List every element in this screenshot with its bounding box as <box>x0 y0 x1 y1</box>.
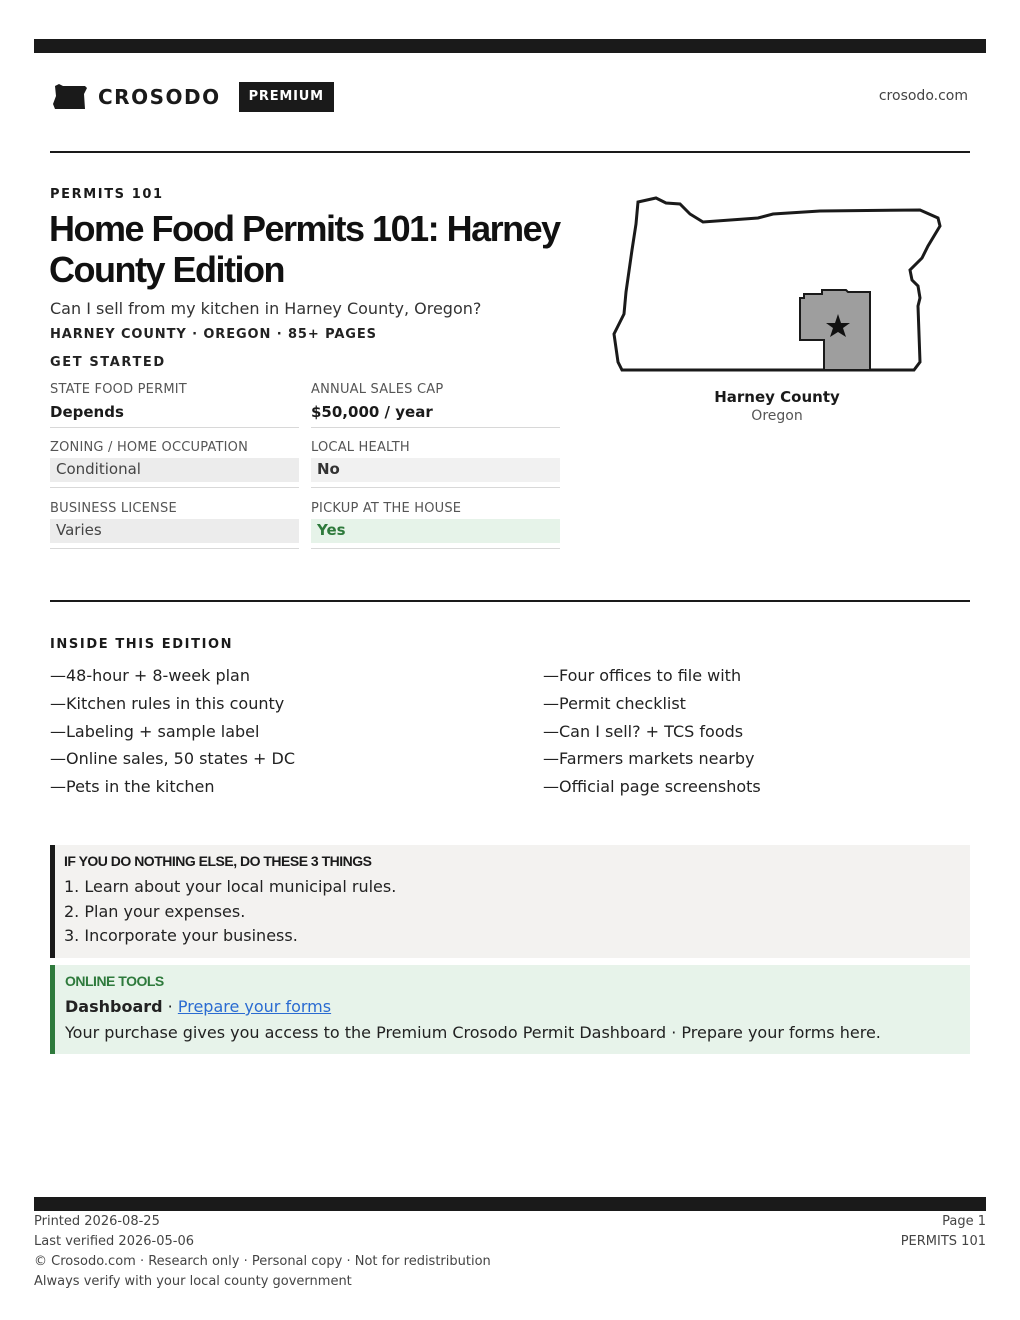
brand-name: CROSODO <box>98 85 221 109</box>
inside-edition-heading: INSIDE THIS EDITION <box>50 637 234 652</box>
field-zoning <box>50 440 299 488</box>
oregon-county-map <box>608 194 948 378</box>
list-item: —Can I sell? + TCS foods <box>543 721 744 741</box>
tools-heading: ONLINE TOOLS <box>65 973 164 989</box>
list-item: —48-hour + 8-week plan <box>50 666 250 685</box>
field-value: Conditional <box>50 458 299 482</box>
inside-list-left <box>50 662 295 801</box>
field-value: Yes <box>311 519 560 543</box>
field-local-health <box>311 440 560 488</box>
field-value: $50,000 / year <box>311 400 560 428</box>
inside-list-right <box>543 662 761 801</box>
map-caption <box>677 388 877 424</box>
field-business-license <box>50 501 299 549</box>
premium-badge: PREMIUM <box>239 82 334 112</box>
brand <box>52 80 334 114</box>
tools-description: Your purchase gives you access to the Premium Crosodo Permit Dashboard · Prepare your forms here. <box>65 1023 881 1042</box>
field-label: ZONING / HOME OCCUPATION <box>50 440 249 455</box>
oregon-outline <box>614 198 940 370</box>
verified-date: Last verified 2026-05-06 <box>34 1234 194 1249</box>
dashboard-label: Dashboard <box>65 997 163 1016</box>
edition-meta: HARNEY COUNTY · OREGON · 85+ PAGES <box>50 327 377 342</box>
section-divider <box>50 600 970 602</box>
list-item: —Permit checklist <box>543 693 686 713</box>
list-item: —Kitchen rules in this county <box>50 693 285 713</box>
field-underline <box>311 482 560 488</box>
get-started-heading: GET STARTED <box>50 355 166 370</box>
field-label: BUSINESS LICENSE <box>50 501 177 516</box>
callout-item: 3. Incorporate your business. <box>64 926 298 945</box>
footer-rule-bar <box>34 1197 986 1211</box>
top-rule-bar <box>34 39 986 53</box>
oregon-state-icon <box>52 82 88 112</box>
list-item: —Pets in the kitchen <box>50 777 215 797</box>
map-county-name: Harney County <box>714 388 840 406</box>
field-label: STATE FOOD PERMIT <box>50 382 187 397</box>
disclaimer: Always verify with your local county government <box>34 1274 352 1289</box>
callout-item: 2. Plan your expenses. <box>64 901 246 921</box>
field-value: Depends <box>50 400 299 428</box>
list-item: —Official page screenshots <box>543 777 761 797</box>
online-tools-box <box>50 965 970 1054</box>
field-value: Varies <box>50 519 299 543</box>
copyright: © Crosodo.com · Research only · Personal copy · Not for redistribution <box>34 1254 491 1269</box>
site-url: crosodo.com <box>878 88 968 104</box>
field-underline <box>50 482 299 488</box>
map-state-name: Oregon <box>751 408 803 424</box>
prepare-forms-link[interactable]: Prepare your forms <box>177 997 332 1016</box>
field-annual-sales-cap <box>311 382 560 428</box>
tools-links-row <box>65 994 970 1020</box>
field-state-food-permit <box>50 382 299 428</box>
page-subtitle: Can I sell from my kitchen in Harney County, Oregon? <box>50 299 482 318</box>
header-divider <box>50 151 970 153</box>
three-things-callout <box>50 845 970 958</box>
field-label: PICKUP AT THE HOUSE <box>311 501 462 516</box>
field-value: No <box>311 458 560 482</box>
separator: · <box>162 997 178 1016</box>
field-pickup <box>311 501 560 549</box>
footer-right <box>901 1212 986 1252</box>
page-title: Home Food Permits 101: Harney County Edition <box>49 208 560 290</box>
footer-left <box>34 1212 491 1292</box>
field-underline <box>311 543 560 549</box>
footer-section: PERMITS 101 <box>900 1234 986 1249</box>
field-underline <box>50 543 299 549</box>
list-item: —Labeling + sample label <box>50 721 260 741</box>
printed-date: Printed 2026-08-25 <box>34 1214 160 1229</box>
list-item: —Online sales, 50 states + DC <box>50 749 296 769</box>
field-label: ANNUAL SALES CAP <box>311 382 444 397</box>
section-kicker: PERMITS 101 <box>50 187 164 202</box>
callout-heading: IF YOU DO NOTHING ELSE, DO THESE 3 THINGS <box>64 853 372 869</box>
field-label: LOCAL HEALTH <box>311 440 410 455</box>
list-item: —Four offices to file with <box>543 666 742 685</box>
callout-item: 1. Learn about your local municipal rules. <box>64 877 397 896</box>
list-item: —Farmers markets nearby <box>543 749 755 769</box>
page-number: Page 1 <box>942 1214 986 1229</box>
